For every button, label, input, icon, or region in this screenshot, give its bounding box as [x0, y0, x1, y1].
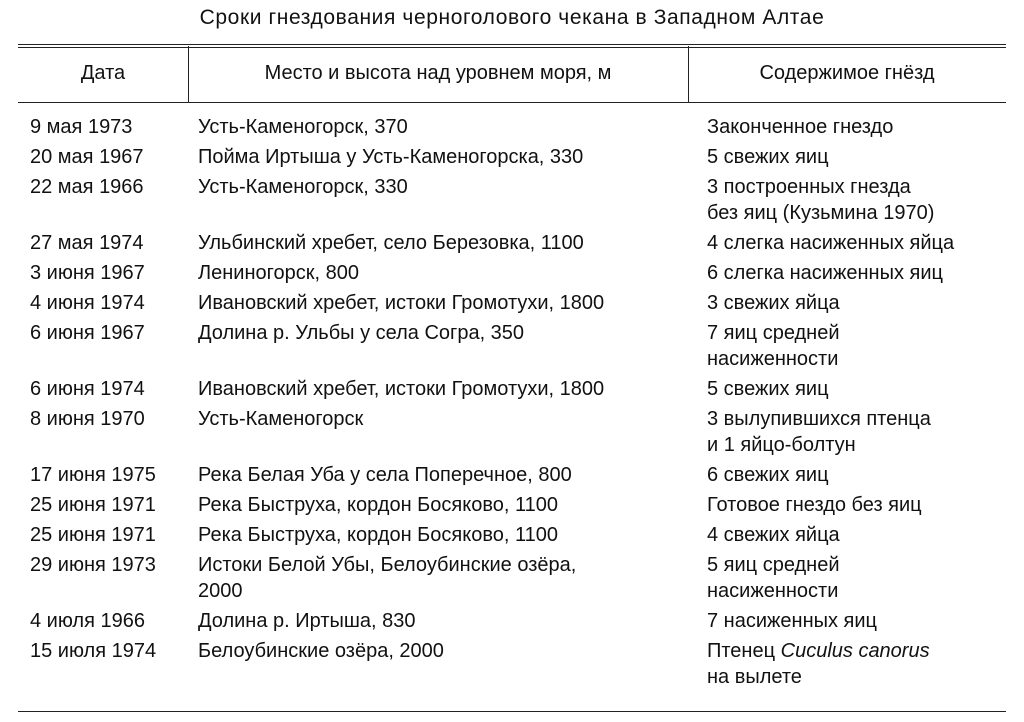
table-row: [0, 260, 1024, 286]
cell-date: 4 июня 1974: [30, 292, 145, 314]
header-rule: [18, 102, 1006, 103]
cell-date: 25 июня 1971: [30, 494, 156, 516]
table-row: [0, 638, 1024, 690]
cell-place-line: Истоки Белой Убы, Белоубинские озёра,: [198, 554, 577, 576]
cell-contents-line: [707, 432, 1007, 458]
cell-contents-text: 5 свежих яиц: [707, 378, 829, 400]
cell-place: [198, 174, 688, 200]
cell-date: 3 июня 1967: [30, 262, 145, 284]
cell-contents-text: 4 свежих яйца: [707, 524, 840, 546]
cell-contents: [707, 114, 1007, 140]
cell-contents-text: 5 свежих яиц: [707, 146, 829, 168]
cell-contents-line: [707, 522, 1007, 548]
cell-contents-text: без яиц (Кузьмина 1970): [707, 202, 935, 224]
table-row: [0, 552, 1024, 604]
cell-contents-line: [707, 462, 1007, 488]
table-row: [0, 230, 1024, 256]
cell-date: 17 июня 1975: [30, 464, 156, 486]
cell-date: 22 мая 1966: [30, 176, 144, 198]
cell-place-line: Река Быструха, кордон Босяково, 1100: [198, 494, 558, 516]
cell-contents-text: насиженности: [707, 580, 839, 602]
cell-contents-text: 7 насиженных яиц: [707, 610, 877, 632]
cell-place-line: Усть-Каменогорск, 330: [198, 176, 408, 198]
cell-contents-text: 6 слегка насиженных яиц: [707, 262, 943, 284]
cell-place: [198, 320, 688, 346]
table-row: [0, 406, 1024, 458]
table-row: [0, 462, 1024, 488]
cell-contents-line: [707, 638, 1007, 664]
cell-place-line: Усть-Каменогорск, 370: [198, 116, 408, 138]
cell-place: [198, 522, 688, 548]
cell-contents-line: [707, 578, 1007, 604]
cell-place: [198, 144, 688, 170]
cell-contents-text: 3 вылупившихся птенца: [707, 408, 931, 430]
header-place: Место и высота над уровнем моря, м: [264, 62, 612, 84]
cell-date: 20 мая 1967: [30, 146, 144, 168]
cell-place: [198, 608, 688, 634]
table-body: [0, 114, 1024, 694]
cell-place: [198, 552, 688, 604]
cell-date: 6 июня 1967: [30, 322, 145, 344]
cell-place: [198, 462, 688, 488]
cell-place-line: Долина р. Ульбы у села Согра, 350: [198, 322, 525, 344]
cell-contents-text: 3 свежих яйца: [707, 292, 840, 314]
cell-place: [198, 376, 688, 402]
cell-place: [198, 230, 688, 256]
header-date: Дата: [80, 62, 126, 84]
cell-contents: [707, 230, 1007, 256]
cell-place-line: 2000: [198, 580, 243, 602]
cell-contents-text: 6 свежих яиц: [707, 464, 829, 486]
table-title: Сроки гнездования черноголового чекана в Западном Алтае: [199, 6, 825, 29]
header-contents: Содержимое гнёзд: [759, 62, 935, 84]
cell-contents-line: [707, 346, 1007, 372]
cell-place-line: Усть-Каменогорск: [198, 408, 364, 430]
cell-contents: [707, 552, 1007, 604]
cell-place-line: Ивановский хребет, истоки Громотухи, 1800: [198, 378, 605, 400]
cell-place: [198, 638, 688, 664]
cell-contents: [707, 492, 1007, 518]
cell-contents-text: 5 яиц средней: [707, 554, 840, 576]
bottom-rule: [18, 711, 1006, 712]
cell-contents-text: 4 слегка насиженных яйца: [707, 232, 955, 254]
cell-place-line: Белоубинские озёра, 2000: [198, 640, 444, 662]
cell-contents-line: [707, 144, 1007, 170]
cell-contents: [707, 462, 1007, 488]
cell-contents-line: [707, 376, 1007, 402]
cell-date: 9 мая 1973: [30, 116, 133, 138]
cell-place-line: Ивановский хребет, истоки Громотухи, 1800: [198, 292, 605, 314]
cell-place-line: Долина р. Иртыша, 830: [198, 610, 416, 632]
cell-contents-line: [707, 608, 1007, 634]
cell-place-line: Река Быструха, кордон Босяково, 1100: [198, 524, 558, 546]
table-row: [0, 144, 1024, 170]
table-row: [0, 320, 1024, 372]
cell-contents: [707, 320, 1007, 372]
cell-contents: [707, 260, 1007, 286]
cell-contents-line: [707, 552, 1007, 578]
cell-place-line: Река Белая Уба у села Поперечное, 800: [198, 464, 572, 486]
cell-contents-line: [707, 230, 1007, 256]
cell-place-line: Пойма Иртыша у Усть-Каменогорска, 330: [198, 146, 584, 168]
cell-contents-text: на вылете: [707, 666, 802, 688]
table-row: [0, 114, 1024, 140]
cell-contents: [707, 174, 1007, 226]
cell-contents: [707, 522, 1007, 548]
cell-contents-text: 7 яиц средней: [707, 322, 840, 344]
table-row: [0, 376, 1024, 402]
cell-place: [198, 114, 688, 140]
cell-contents-line: [707, 664, 1007, 690]
cell-contents: [707, 144, 1007, 170]
cell-place-line: Лениногорск, 800: [198, 262, 359, 284]
cell-place: [198, 492, 688, 518]
species-name: Cuculus canorus: [780, 640, 930, 662]
top-rule: [18, 44, 1006, 45]
cell-contents-text: Законченное гнездо: [707, 116, 894, 138]
cell-date: 27 мая 1974: [30, 232, 144, 254]
cell-date: 6 июня 1974: [30, 378, 145, 400]
cell-contents-line: [707, 492, 1007, 518]
cell-contents-line: [707, 174, 1007, 200]
cell-contents: [707, 376, 1007, 402]
cell-contents-text: Готовое гнездо без яиц: [707, 494, 922, 516]
table-row: [0, 174, 1024, 226]
cell-date: 4 июля 1966: [30, 610, 145, 632]
cell-contents-text: и 1 яйцо-болтун: [707, 434, 856, 456]
table-row: [0, 492, 1024, 518]
cell-place: [198, 406, 688, 432]
cell-contents: [707, 406, 1007, 458]
cell-date: 29 июня 1973: [30, 554, 156, 576]
cell-place: [198, 290, 688, 316]
cell-contents-text: Птенец: [707, 640, 776, 662]
table-row: [0, 522, 1024, 548]
cell-date: 25 июня 1971: [30, 524, 156, 546]
cell-contents: [707, 290, 1007, 316]
cell-place: [198, 260, 688, 286]
cell-contents-line: [707, 200, 1007, 226]
cell-contents-text: 3 построенных гнезда: [707, 176, 911, 198]
cell-contents-line: [707, 406, 1007, 432]
cell-date: 8 июня 1970: [30, 408, 145, 430]
cell-contents-line: [707, 260, 1007, 286]
cell-place-line: Ульбинский хребет, село Березовка, 1100: [198, 232, 584, 254]
cell-contents-line: [707, 114, 1007, 140]
cell-contents-text: насиженности: [707, 348, 839, 370]
cell-contents: [707, 608, 1007, 634]
cell-contents-line: [707, 290, 1007, 316]
cell-contents-line: [707, 320, 1007, 346]
table-row: [0, 608, 1024, 634]
table-row: [0, 290, 1024, 316]
cell-contents: [707, 638, 1007, 690]
cell-date: 15 июля 1974: [30, 640, 157, 662]
